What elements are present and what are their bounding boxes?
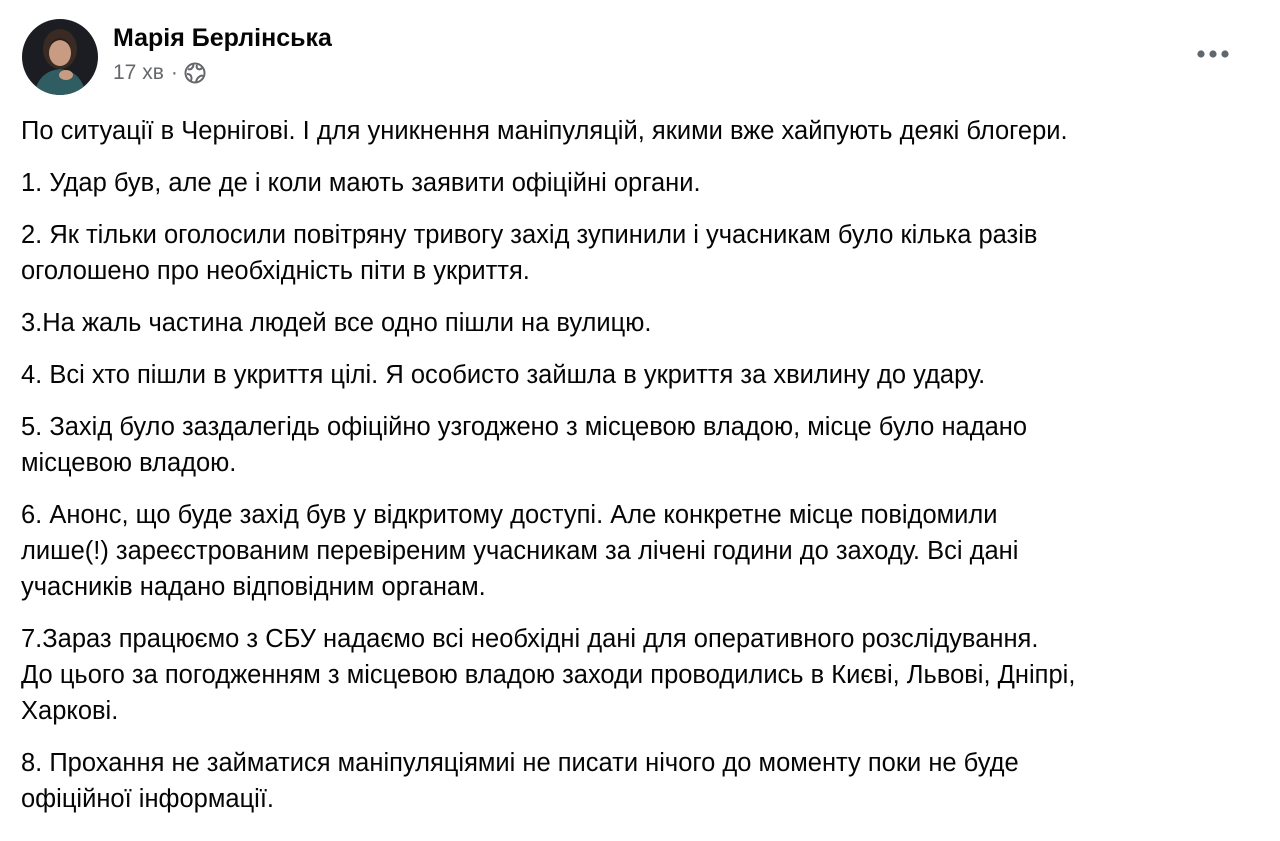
post-paragraph <box>21 409 1261 481</box>
post-header <box>22 19 332 95</box>
post-text-line: До цього за погодженням з місцевою владою заходи проводились в Києві, Львові, Дніпрі, <box>21 661 1076 689</box>
post-text-line: 8. Прохання не займатися маніпуляціямиі не писати нічого до моменту поки не буде <box>21 749 1019 777</box>
post-paragraph <box>21 621 1261 729</box>
post-timestamp[interactable]: 17 хв <box>113 60 164 84</box>
post-text-line: оголошено про необхідність піти в укриття. <box>21 257 530 285</box>
more-horizontal-icon[interactable] <box>1193 42 1233 66</box>
post-text-line: офіційної інформації. <box>21 785 275 813</box>
post-meta <box>113 23 332 86</box>
globe-icon[interactable] <box>184 62 206 84</box>
post-text-line: 1. Удар був, але де і коли мають заявити офіційні органи. <box>21 169 701 197</box>
post-text-line: 3.На жаль частина людей все одно пішли на вулицю. <box>21 309 652 337</box>
post-subline <box>113 60 332 86</box>
post-text-line: По ситуації в Чернігові. І для уникнення маніпуляцій, якими вже хайпують деякі блогери. <box>21 117 1068 145</box>
post-paragraph <box>21 357 1261 393</box>
post-text-line: місцевою владою. <box>21 449 237 477</box>
avatar[interactable] <box>22 19 98 95</box>
post-paragraph <box>21 165 1261 201</box>
post-text-line: 2. Як тільки оголосили повітряну тривогу захід зупинили і учасникам було кілька разів <box>21 221 1038 249</box>
post-paragraph <box>21 113 1261 149</box>
post-text-line: 4. Всі хто пішли в укриття цілі. Я особисто зайшла в укриття за хвилину до удару. <box>21 361 986 389</box>
post-text-line: 6. Анонс, що буде захід був у відкритому доступі. Але конкретне місце повідомили <box>21 501 998 529</box>
separator-dot: · <box>170 60 178 84</box>
post-paragraph <box>21 745 1261 817</box>
post-text-line: 5. Захід було заздалегідь офіційно узгоджено з місцевою владою, місце було надано <box>21 413 1028 441</box>
post-text-line: лише(!) зареєстрованим перевіреним учасникам за лічені години до заходу. Всі дані <box>21 537 1019 565</box>
author-name[interactable]: Марія Берлінська <box>113 23 332 52</box>
post-paragraph <box>21 217 1261 289</box>
post-body <box>21 113 1261 833</box>
post-text-line: Харкові. <box>21 697 119 725</box>
post-text-line: учасників надано відповідним органам. <box>21 573 486 601</box>
post-paragraph <box>21 497 1261 605</box>
post-text-line: 7.Зараз працюємо з СБУ надаємо всі необхідні дані для оперативного розслідування. <box>21 625 1039 653</box>
post-paragraph <box>21 305 1261 341</box>
